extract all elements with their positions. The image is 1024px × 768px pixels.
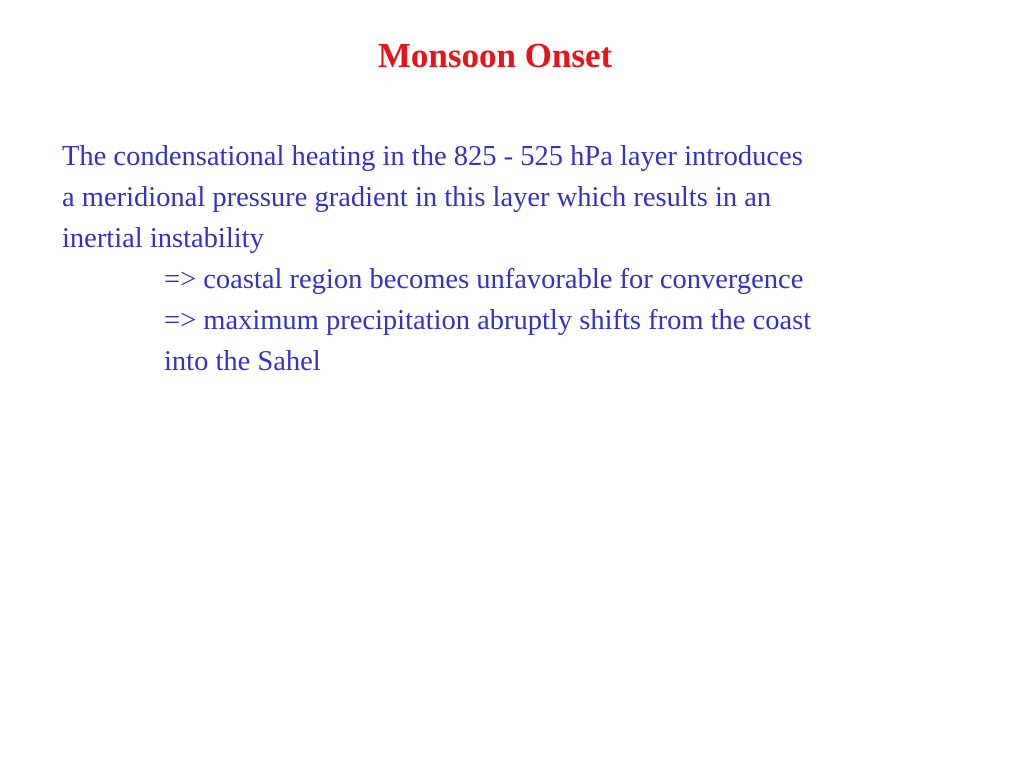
- body-text-line-3: inertial instability: [62, 223, 264, 254]
- consequence-line-precipitation: => maximum precipitation abruptly shifts from the coast: [164, 305, 812, 336]
- consequence-line-coastal: => coastal region becomes unfavorable for convergence: [164, 264, 804, 295]
- consequence-line-sahel: into the Sahel: [164, 346, 321, 377]
- slide-title: Monsoon Onset: [377, 36, 613, 75]
- body-text-line-1: The condensational heating in the 825 - 525 hPa layer introduces: [62, 141, 803, 172]
- body-text-line-2: a meridional pressure gradient in this layer which results in an: [62, 182, 772, 213]
